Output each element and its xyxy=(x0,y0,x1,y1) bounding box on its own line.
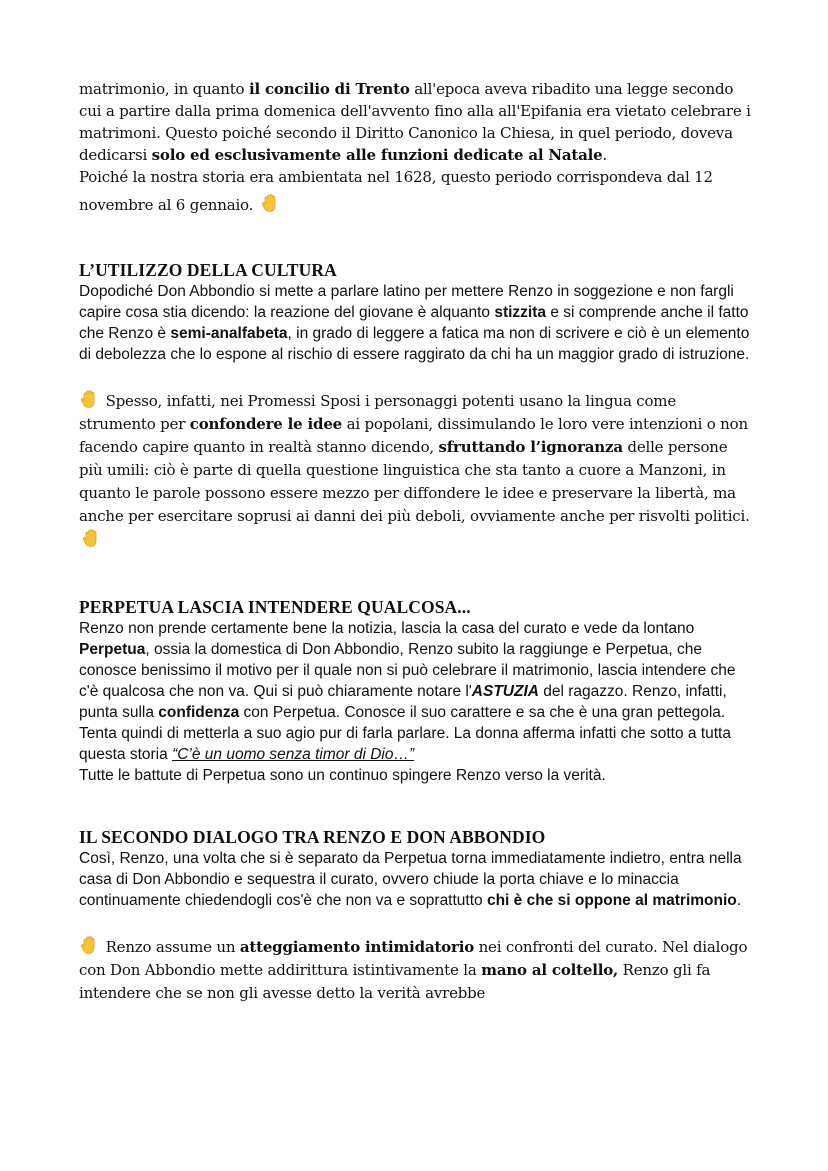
text-run: Tutte le battute di Perpetua sono un continuo spingere Renzo verso la verità. xyxy=(79,767,606,784)
text-run: matrimonio, in quanto xyxy=(79,80,249,98)
bold-italic-run: ASTUZIA xyxy=(471,683,539,700)
section2-paragraph-1 xyxy=(79,618,751,765)
section3-paragraph-2 xyxy=(79,935,751,1005)
text-run: , in grado di leggere a fatica ma non di scrivere e ciò è un elemento di debolezza che lo espone al rischio di essere raggirato da chi ha un maggior grado di istruzione. xyxy=(79,325,750,363)
intro-paragraph-2 xyxy=(79,163,751,219)
text-run: e si comprende anche il fatto che Renzo è xyxy=(79,304,749,342)
bold-run: semi-analfabeta xyxy=(170,325,288,342)
section3-paragraph-1 xyxy=(79,848,751,911)
text-run: delle persone più umili: ciò è parte di quella questione linguistica che sta tanto a cuore a Manzoni, in quanto le parole possono essere mezzo per diffondere le idee e preservare la libertà, ma anche per esercitare soprusi ai danni dei più deboli, ovviamente anche per risvolti politici. xyxy=(79,438,750,525)
intro-paragraph-1 xyxy=(79,78,751,166)
bold-run: confondere le idee xyxy=(189,415,343,433)
bold-run: sfruttando l’ignoranza xyxy=(438,438,623,456)
text-run: Renzo non prende certamente bene la notizia, lascia la casa del curato e vede da lontano xyxy=(79,620,695,637)
bold-run: mano al coltello, xyxy=(481,961,619,979)
raised-hand-icon xyxy=(81,528,101,548)
raised-hand-icon xyxy=(79,935,99,955)
section-heading-perpetua: PERPETUA LASCIA INTENDERE QUALCOSA... xyxy=(79,597,471,617)
section-heading-utilizzo-cultura: L’UTILIZZO DELLA CULTURA xyxy=(79,260,337,280)
bold-run: confidenza xyxy=(158,704,240,721)
bold-run: atteggiamento intimidatorio xyxy=(239,938,474,956)
text-run: . xyxy=(736,892,742,909)
text-run: , ossia la domestica di Don Abbondio, Renzo subito la raggiunge e Perpetua, che conosce benissimo il motivo per il quale non si può celebrare il matrimonio, lascia intendere che c'è qualcosa che non va. Qui si può chiaramente notare l' xyxy=(79,641,736,700)
text-run: . xyxy=(602,146,608,164)
text-run: del ragazzo. Renzo, infatti, punta sulla xyxy=(79,683,727,721)
text-run: Così, Renzo, una volta che si è separato da Perpetua torna immediatamente indietro, entra nella casa di Don Abbondio e sequestra il curato, ovvero chiude la porta chiave e lo minaccia continuamente chiedendogli cos'è che non va e soprattutto xyxy=(79,850,742,909)
bold-run: chi è che si oppone al matrimonio xyxy=(486,892,737,909)
bold-run: il concilio di Trento xyxy=(248,80,410,98)
text-run: ai popolani, dissimulando le loro vere intenzioni o non facendo capire quanto in realtà stanno dicendo, xyxy=(79,415,748,456)
section-heading-secondo-dialogo: IL SECONDO DIALOGO TRA RENZO E DON ABBONDIO xyxy=(79,827,546,847)
document-page xyxy=(79,78,751,1005)
section2-paragraph-2 xyxy=(79,765,751,786)
bold-run: solo ed esclusivamente alle funzioni dedicate al Natale xyxy=(151,146,603,164)
quote-text: “C’è un uomo senza timor di Dio…” xyxy=(172,746,415,763)
section1-paragraph-2 xyxy=(79,389,751,552)
text-run: con Perpetua. Conosce il suo carattere e sa che è una gran pettegola. Tenta quindi di metterla a suo agio pur di farla parlare. La donna afferma infatti che sotto a tutta questa storia xyxy=(79,704,731,763)
section1-paragraph-1 xyxy=(79,281,751,365)
raised-hand-icon xyxy=(260,193,280,213)
text-run: nei confronti del curato. Nel dialogo con Don Abbondio mette addirittura istintivamente la xyxy=(79,938,748,979)
bold-run: stizzita xyxy=(494,304,547,321)
text-run: Dopodiché Don Abbondio si mette a parlare latino per mettere Renzo in soggezione e non fargli capire cosa stia dicendo: la reazione del giovane è alquanto xyxy=(79,283,734,321)
text-run: Renzo gli fa intendere che se non gli avesse detto la verità avrebbe xyxy=(79,961,711,1002)
bold-run: Perpetua xyxy=(79,641,146,658)
text-run: Spesso, infatti, nei Promessi Sposi i personaggi potenti usano la lingua come strumento per xyxy=(79,392,676,433)
text-run: Poiché la nostra storia era ambientata nel 1628, questo periodo corrispondeva dal 12 novembre al 6 gennaio. xyxy=(79,168,713,214)
text-run: Renzo assume un xyxy=(101,938,240,956)
text-run: all'epoca aveva ribadito una legge secondo cui a partire dalla prima domenica dell'avvento fino alla all'Epifania era vietato celebrare i matrimoni. Questo poiché secondo il Diritto Canonico la Chiesa, in quel periodo, doveva dedicarsi xyxy=(79,80,751,164)
raised-hand-icon xyxy=(79,389,99,409)
